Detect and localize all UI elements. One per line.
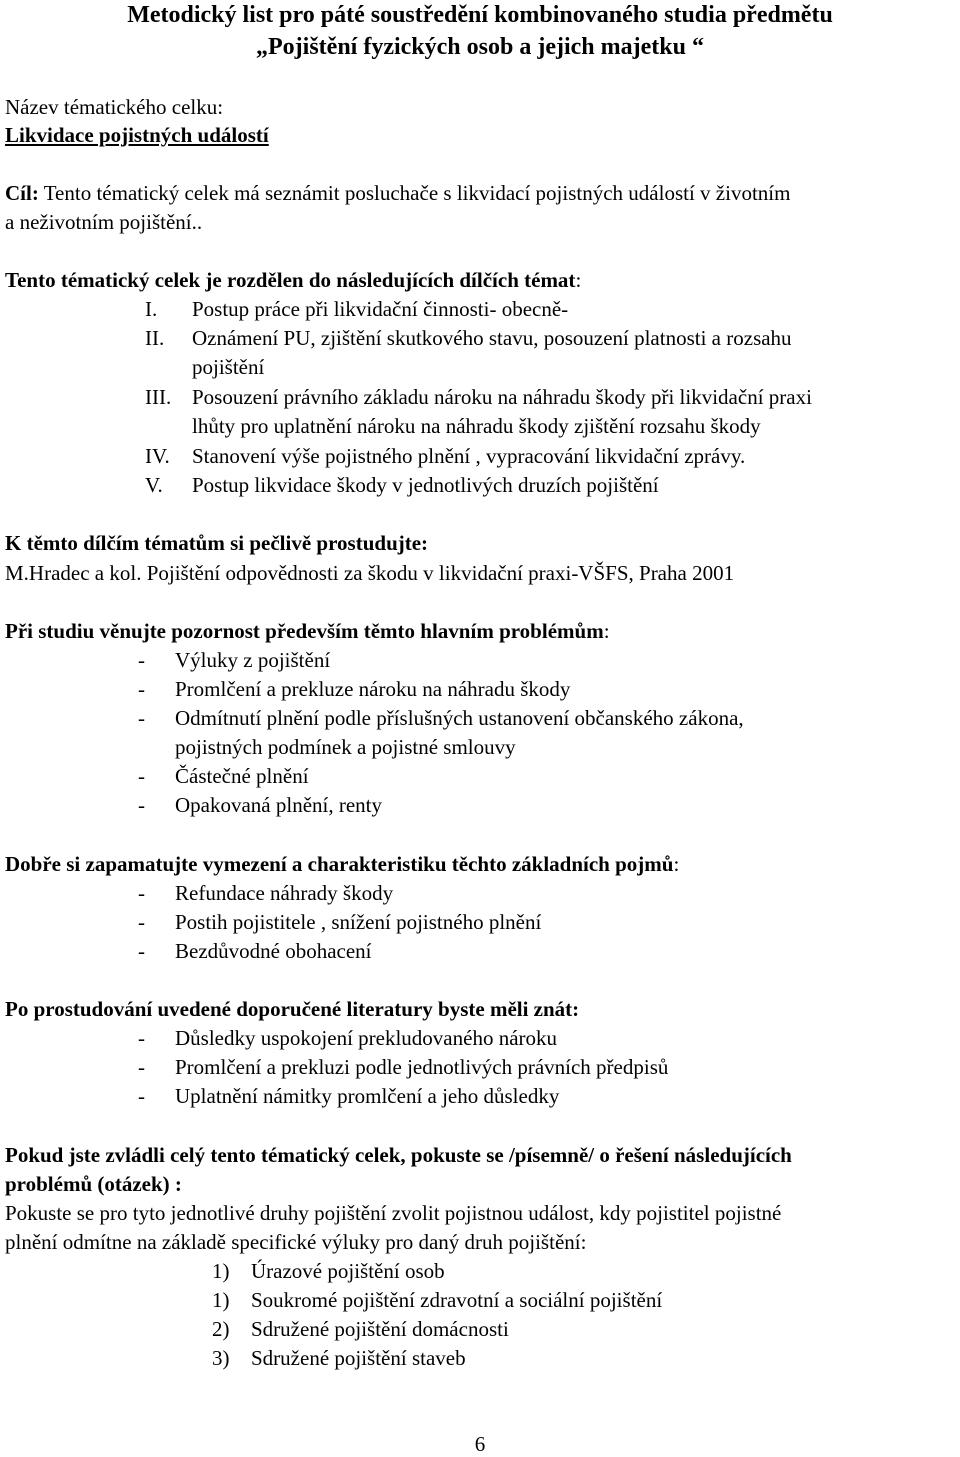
title-line-2: „Pojištění fyzických osob a jejich majetku “: [256, 34, 704, 60]
remember-item-3: Bezdůvodné obohacení: [175, 939, 372, 963]
task-heading-line-1: Pokud jste zvládli celý tento tématický celek, pokuste se /písemně/ o řešení následujících: [5, 1143, 792, 1167]
know-dash-2: -: [138, 1055, 145, 1079]
attention-item-5: Opakovaná plnění, renty: [175, 793, 383, 817]
attention-item-3b: pojistných podmínek a pojistné smlouvy: [175, 735, 516, 759]
attention-heading-colon: :: [603, 619, 610, 643]
task-item-num-2: 1): [212, 1288, 230, 1312]
know-item-1: Důsledky uspokojení prekludovaného nároku: [175, 1026, 558, 1050]
task-item-3: Sdružené pojištění domácnosti: [251, 1317, 509, 1341]
attention-heading: [5, 618, 610, 644]
attention-item-2: Promlčení a prekluze nároku na náhradu škody: [175, 677, 571, 701]
task-item-num-3: 2): [212, 1317, 230, 1341]
subtopic-text-4: Stanovení výše pojistného plnění , vypracování likvidační zprávy.: [192, 444, 746, 468]
remember-item-2: Postih pojistitele , snížení pojistného plnění: [175, 910, 542, 934]
task-heading-line-2: problémů (otázek) :: [5, 1172, 182, 1196]
task-item-1: Úrazové pojištění osob: [251, 1259, 445, 1283]
attention-item-3a: Odmítnutí plnění podle příslušných ustanovení občanského zákona,: [175, 706, 744, 730]
goal-label: Cíl:: [5, 181, 39, 205]
subtopic-text-3b: lhůty pro uplatnění nároku na náhradu škody zjištění rozsahu škody: [192, 414, 761, 438]
attention-heading-text: Při studiu věnujte pozornost především těmto hlavním problémům: [5, 619, 604, 643]
remember-dash-3: -: [138, 939, 145, 963]
subtopics-heading-text: Tento tématický celek je rozdělen do následujících dílčích témat: [5, 268, 576, 292]
remember-dash-2: -: [138, 910, 145, 934]
remember-heading: [5, 851, 679, 877]
know-item-3: Uplatnění námitky promlčení a jeho důsledky: [175, 1084, 560, 1108]
remember-heading-colon: :: [673, 852, 680, 876]
attention-dash-4: -: [138, 764, 145, 788]
task-text-line-1: Pokuste se pro tyto jednotlivé druhy pojištění zvolit pojistnou událost, kdy pojistitel pojistné: [5, 1201, 782, 1225]
subtopics-heading-colon: :: [575, 268, 582, 292]
attention-dash-3: -: [138, 706, 145, 730]
attention-item-4: Částečné plnění: [175, 764, 309, 788]
know-dash-1: -: [138, 1026, 145, 1050]
remember-item-1: Refundace náhrady škody: [175, 881, 394, 905]
study-heading: K těmto dílčím tématům si pečlivě prostudujte:: [5, 531, 429, 555]
study-reference: M.Hradec a kol. Pojištění odpovědnosti za škodu v likvidační praxi-VŠFS, Praha 2001: [5, 561, 735, 585]
task-item-2: Soukromé pojištění zdravotní a sociální pojištění: [251, 1288, 663, 1312]
subtopic-text-3a: Posouzení právního základu nároku na náhradu škody při likvidační praxi: [192, 385, 812, 409]
subtopic-text-1: Postup práce při likvidační činnosti- obecně-: [192, 297, 569, 321]
topic-label: Název tématického celku:: [5, 95, 224, 119]
task-item-4: Sdružené pojištění staveb: [251, 1346, 466, 1370]
task-text-line-2: plnění odmítne na základě specifické výluky pro daný druh pojištění:: [5, 1230, 587, 1254]
title-line-1: Metodický list pro páté soustředění kombinovaného studia předmětu: [127, 2, 833, 28]
subtopic-num-3: III.: [145, 385, 172, 409]
remember-heading-text: Dobře si zapamatujte vymezení a charakteristiku těchto základních pojmů: [5, 852, 674, 876]
subtopic-num-1: I.: [145, 297, 158, 321]
subtopics-heading: [5, 267, 581, 293]
remember-dash-1: -: [138, 881, 145, 905]
attention-dash-1: -: [138, 648, 145, 672]
know-heading: Po prostudování uvedené doporučené literatury byste měli znát:: [5, 997, 580, 1021]
subtopic-num-5: V.: [145, 473, 163, 497]
goal-line-1: [5, 180, 790, 206]
subtopic-num-4: IV.: [145, 444, 170, 468]
attention-dash-2: -: [138, 677, 145, 701]
subtopic-text-5: Postup likvidace škody v jednotlivých druzích pojištění: [192, 473, 659, 497]
goal-line-2: a neživotním pojištění..: [5, 210, 203, 234]
subtopic-text-2a: Oznámení PU, zjištění skutkového stavu, posouzení platnosti a rozsahu: [192, 326, 792, 350]
goal-text-1: Tento tématický celek má seznámit posluchače s likvidací pojistných událostí v životním: [38, 181, 791, 205]
task-item-num-1: 1): [212, 1259, 230, 1283]
subtopic-text-2b: pojištění: [192, 355, 265, 379]
attention-item-1: Výluky z pojištění: [175, 648, 331, 672]
topic-name: Likvidace pojistných událostí: [5, 123, 269, 147]
attention-dash-5: -: [138, 793, 145, 817]
know-item-2: Promlčení a prekluzi podle jednotlivých právních předpisů: [175, 1055, 669, 1079]
subtopic-num-2: II.: [145, 326, 165, 350]
task-item-num-4: 3): [212, 1346, 230, 1370]
page-number: 6: [474, 1432, 486, 1456]
know-dash-3: -: [138, 1084, 145, 1108]
